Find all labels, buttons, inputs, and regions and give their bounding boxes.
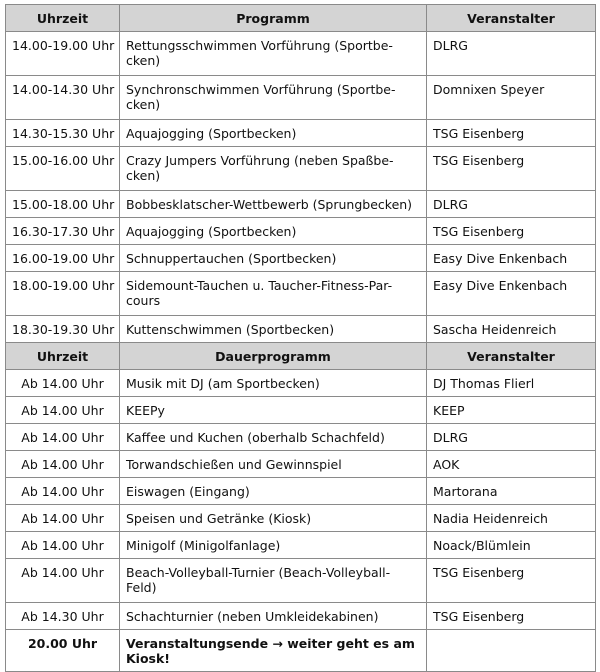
time-cell: Ab 14.00 Uhr bbox=[6, 397, 120, 424]
time-cell: 14.00-19.00 Uhr bbox=[6, 32, 120, 76]
organizer-cell: DLRG bbox=[427, 191, 596, 218]
time-cell: Ab 14.00 Uhr bbox=[6, 478, 120, 505]
column-header-time: Uhrzeit bbox=[6, 343, 120, 370]
event-cell: Eiswagen (Eingang) bbox=[120, 478, 427, 505]
organizer-cell: Easy Dive Enkenbach bbox=[427, 272, 596, 316]
table-row bbox=[6, 478, 596, 505]
table-row bbox=[6, 218, 596, 245]
table-row bbox=[6, 370, 596, 397]
schedule-body bbox=[6, 5, 596, 672]
table-row bbox=[6, 397, 596, 424]
organizer-cell: TSG Eisenberg bbox=[427, 603, 596, 630]
table-row bbox=[6, 532, 596, 559]
time-cell: 15.00-16.00 Uhr bbox=[6, 147, 120, 191]
end-event-cell: Veranstaltungsende → weiter geht es am Kiosk! bbox=[120, 630, 427, 672]
column-header-program: Programm bbox=[120, 5, 427, 32]
table-row bbox=[6, 32, 596, 76]
event-cell: Speisen und Getränke (Kiosk) bbox=[120, 505, 427, 532]
event-cell: Kaffee und Kuchen (oberhalb Schachfeld) bbox=[120, 424, 427, 451]
organizer-cell: Nadia Heidenreich bbox=[427, 505, 596, 532]
event-cell: Schachturnier (neben Umkleidekabinen) bbox=[120, 603, 427, 630]
time-cell: 16.00-19.00 Uhr bbox=[6, 245, 120, 272]
organizer-cell: DJ Thomas Flierl bbox=[427, 370, 596, 397]
event-cell: KEEPy bbox=[120, 397, 427, 424]
organizer-cell: DLRG bbox=[427, 424, 596, 451]
event-cell: Sidemount-Tauchen u. Taucher-Fitness-Par- cours bbox=[120, 272, 427, 316]
time-cell: 14.00-14.30 Uhr bbox=[6, 76, 120, 120]
organizer-cell: KEEP bbox=[427, 397, 596, 424]
time-cell: Ab 14.00 Uhr bbox=[6, 532, 120, 559]
event-cell: Minigolf (Minigolfanlage) bbox=[120, 532, 427, 559]
column-header-organizer: Veranstalter bbox=[427, 343, 596, 370]
event-cell: Schnuppertauchen (Sportbecken) bbox=[120, 245, 427, 272]
table-row bbox=[6, 147, 596, 191]
table-row bbox=[6, 191, 596, 218]
event-cell: Aquajogging (Sportbecken) bbox=[120, 120, 427, 147]
event-cell: Aquajogging (Sportbecken) bbox=[120, 218, 427, 245]
table-row bbox=[6, 272, 596, 316]
table-row bbox=[6, 245, 596, 272]
time-cell: 14.30-15.30 Uhr bbox=[6, 120, 120, 147]
table-row bbox=[6, 505, 596, 532]
table-row bbox=[6, 603, 596, 630]
time-cell: Ab 14.00 Uhr bbox=[6, 505, 120, 532]
time-cell: 18.00-19.00 Uhr bbox=[6, 272, 120, 316]
column-header-organizer: Veranstalter bbox=[427, 5, 596, 32]
organizer-cell: TSG Eisenberg bbox=[427, 120, 596, 147]
end-time-cell: 20.00 Uhr bbox=[6, 630, 120, 672]
table-row bbox=[6, 120, 596, 147]
time-cell: 18.30-19.30 Uhr bbox=[6, 316, 120, 343]
organizer-cell: Easy Dive Enkenbach bbox=[427, 245, 596, 272]
table-row bbox=[6, 424, 596, 451]
column-header-time: Uhrzeit bbox=[6, 5, 120, 32]
time-cell: Ab 14.00 Uhr bbox=[6, 451, 120, 478]
organizer-cell: TSG Eisenberg bbox=[427, 147, 596, 191]
event-end-row bbox=[6, 630, 596, 672]
permanent-header-row bbox=[6, 343, 596, 370]
event-cell: Beach-Volleyball-Turnier (Beach-Volleyball- Feld) bbox=[120, 559, 427, 603]
table-row bbox=[6, 559, 596, 603]
organizer-cell: TSG Eisenberg bbox=[427, 218, 596, 245]
organizer-cell: Domnixen Speyer bbox=[427, 76, 596, 120]
organizer-cell: Martorana bbox=[427, 478, 596, 505]
organizer-cell: DLRG bbox=[427, 32, 596, 76]
event-cell: Rettungsschwimmen Vorführung (Sportbe- cken) bbox=[120, 32, 427, 76]
event-cell: Kuttenschwimmen (Sportbecken) bbox=[120, 316, 427, 343]
end-organizer-cell bbox=[427, 630, 596, 672]
schedule-table bbox=[5, 4, 596, 672]
organizer-cell: TSG Eisenberg bbox=[427, 559, 596, 603]
time-cell: 15.00-18.00 Uhr bbox=[6, 191, 120, 218]
program-header-row bbox=[6, 5, 596, 32]
table-row bbox=[6, 451, 596, 478]
organizer-cell: Noack/Blümlein bbox=[427, 532, 596, 559]
event-cell: Musik mit DJ (am Sportbecken) bbox=[120, 370, 427, 397]
time-cell: Ab 14.00 Uhr bbox=[6, 370, 120, 397]
time-cell: Ab 14.00 Uhr bbox=[6, 424, 120, 451]
event-cell: Crazy Jumpers Vorführung (neben Spaßbe- cken) bbox=[120, 147, 427, 191]
table-row bbox=[6, 316, 596, 343]
organizer-cell: Sascha Heidenreich bbox=[427, 316, 596, 343]
time-cell: 16.30-17.30 Uhr bbox=[6, 218, 120, 245]
column-header-program: Dauerprogramm bbox=[120, 343, 427, 370]
organizer-cell: AOK bbox=[427, 451, 596, 478]
event-cell: Bobbesklatscher-Wettbewerb (Sprungbecken) bbox=[120, 191, 427, 218]
time-cell: Ab 14.00 Uhr bbox=[6, 559, 120, 603]
table-row bbox=[6, 76, 596, 120]
event-cell: Torwandschießen und Gewinnspiel bbox=[120, 451, 427, 478]
event-cell: Synchronschwimmen Vorführung (Sportbe- cken) bbox=[120, 76, 427, 120]
time-cell: Ab 14.30 Uhr bbox=[6, 603, 120, 630]
